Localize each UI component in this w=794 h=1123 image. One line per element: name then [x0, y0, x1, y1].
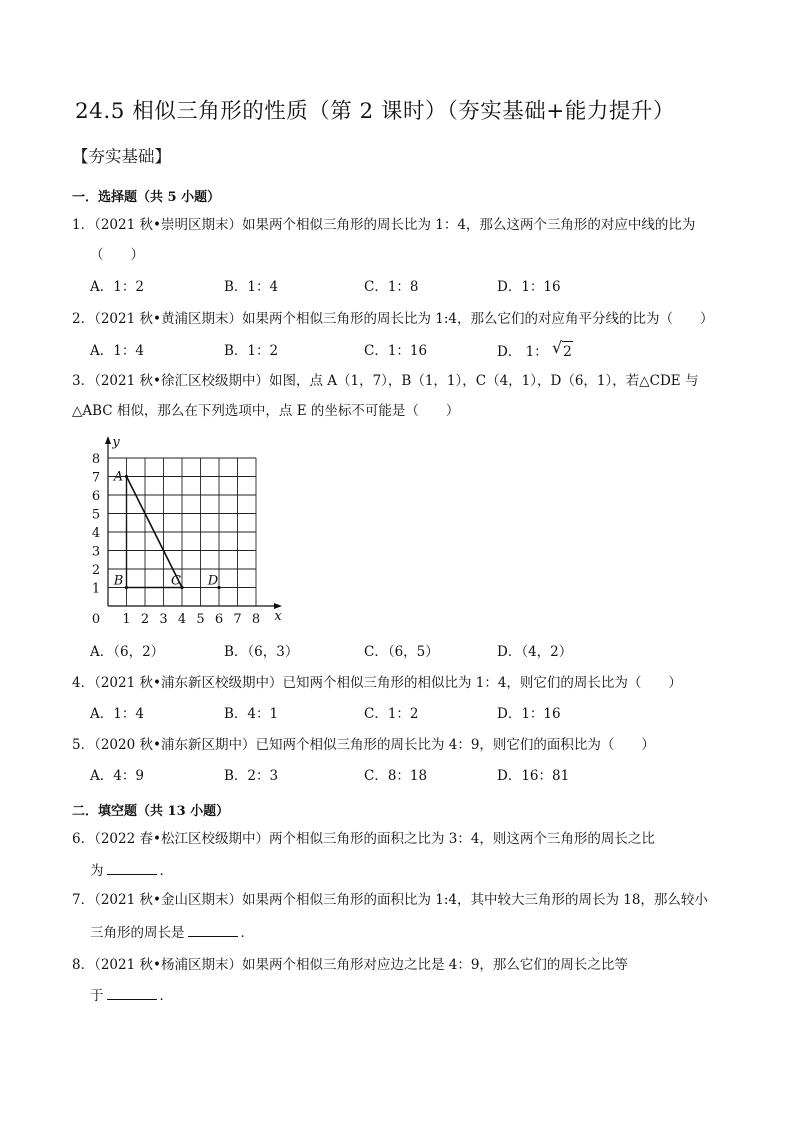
question-3-line-2: △ABC 相似，那么在下列选项中，点 E 的坐标不可能是（ ）: [72, 403, 460, 419]
question-7-prefix: 三角形的周长是: [90, 925, 185, 941]
question-8-prefix: 于: [90, 988, 104, 1004]
question-2-option-a: A．1：4: [90, 343, 144, 359]
grid-lines: [108, 458, 256, 606]
question-2-option-c: C．1：16: [364, 343, 428, 359]
x-tick-label: 3: [159, 612, 168, 627]
point-b: [125, 586, 128, 589]
question-5-option-b: B．2：3: [224, 768, 279, 784]
question-5-text: 5．（2020 秋•浦东新区期中）已知两个相似三角形的周长比为 4：9，则它们的面积比为（ ）: [72, 737, 655, 753]
question-5-option-c: C．8：18: [364, 768, 428, 784]
point-labels: [113, 470, 221, 590]
question-1-option-a: A．1：2: [90, 279, 144, 295]
question-1-option-d: D．1：16: [497, 279, 561, 295]
question-2-option-d-prefix: D．: [497, 344, 522, 360]
question-7-line-2: [90, 922, 254, 943]
page-title: 24.5 相似三角形的性质（第 2 课时）（夯实基础+能力提升）: [75, 99, 675, 124]
question-4-option-c: C．1：2: [364, 706, 419, 722]
question-2-option-b: B．1：2: [224, 343, 279, 359]
question-7-suffix: ．: [240, 925, 254, 941]
y-tick-label: 1: [91, 581, 101, 597]
y-tick-label: 2: [91, 563, 101, 578]
y-tick-label: 3: [91, 544, 101, 560]
question-4-option-b: B．4：1: [224, 706, 279, 722]
section-title-fill-in: 二．填空题（共 13 小题）: [72, 804, 230, 819]
question-8-suffix: ．: [159, 988, 173, 1004]
point-label-c: C: [171, 573, 181, 589]
question-3-line-1: 3．（2021 秋•徐汇区校级期中）如图，点 A（1，7），B（1，1），C（4，1），D（6，1），若△CDE 与: [72, 373, 699, 389]
section-heading-basics: 【夯实基础】: [72, 147, 171, 166]
x-axis-label: x: [274, 609, 282, 624]
x-tick-label: 4: [177, 612, 187, 627]
axes: [105, 436, 282, 609]
point-label-d: D: [207, 573, 219, 589]
question-2-option-d-radicand: 2: [562, 341, 573, 362]
question-2-option-d-ratio: 1：: [525, 344, 548, 360]
point-label-b: B: [113, 573, 124, 589]
point-label-a: A: [113, 469, 124, 485]
question-5-option-a: A．4：9: [90, 768, 144, 784]
answer-blank[interactable]: [188, 922, 238, 937]
question-1-text: 1．（2021 秋•崇明区期末）如果两个相似三角形的周长比为 1：4，那么这两个三角形的对应中线的比为: [72, 217, 696, 233]
y-tick-label: 6: [91, 489, 101, 504]
question-1-option-c: C．1：8: [364, 279, 419, 295]
question-5-option-d: D．16：81: [497, 768, 570, 784]
x-tick-label: 7: [233, 612, 242, 627]
question-2-option-d: [497, 338, 573, 362]
question-3-option-a: A．（6，2）: [90, 644, 165, 660]
question-1-paren: （ ）: [90, 247, 144, 263]
x-tick-label: 1: [122, 612, 131, 627]
x-tick-label: 6: [214, 612, 224, 627]
question-3-option-d: D．（4，2）: [497, 644, 573, 660]
y-tick-label: 5: [91, 507, 101, 523]
question-6-line-1: 6．（2022 春•松江区校级期中）两个相似三角形的面积之比为 3：4，则这两个三角形的周长之比: [72, 831, 655, 847]
y-tick-label: 4: [91, 526, 101, 541]
x-tick-label: 5: [196, 612, 205, 627]
origin-label: 0: [91, 612, 101, 627]
question-2-text: 2．（2021 秋•黄浦区期末）如果两个相似三角形的周长比为 1:4，那么它们的对应角平分线的比为（ ）: [72, 311, 714, 327]
x-tick-label: 8: [251, 612, 261, 627]
y-axis-label: y: [112, 435, 120, 450]
question-6-prefix: 为: [90, 863, 104, 879]
section-title-choice: 一．选择题（共 5 小题）: [72, 190, 221, 205]
question-1-option-b: B．1：4: [224, 279, 279, 295]
tick-labels: [92, 435, 282, 627]
x-tick-label: 2: [140, 612, 150, 627]
y-axis-arrow: [105, 436, 111, 444]
y-tick-label: 8: [91, 452, 101, 467]
question-7-line-1: 7．（2021 秋•金山区期末）如果两个相似三角形的面积比为 1:4，其中较大三角形的周长为 18，那么较小: [72, 892, 708, 908]
question-4-option-d: D．1：16: [497, 706, 561, 722]
question-4-text: 4．（2021 秋•浦东新区校级期中）已知两个相似三角形的相似比为 1：4，则它们的周长比为（ ）: [72, 675, 682, 691]
sqrt-symbol: √ 2: [552, 338, 572, 360]
coordinate-grid-figure: [84, 432, 294, 632]
y-tick-label: 7: [91, 470, 101, 486]
answer-blank[interactable]: [107, 860, 157, 875]
question-4-option-a: A．1：4: [90, 706, 144, 722]
question-3-option-c: C．（6，5）: [364, 644, 439, 660]
answer-blank[interactable]: [107, 985, 157, 1000]
question-8-line-1: 8．（2021 秋•杨浦区期末）如果两个相似三角形对应边之比是 4：9，那么它们的周长之比等: [72, 957, 628, 973]
question-3-option-b: B．（6，3）: [224, 644, 299, 660]
question-6-line-2: [90, 860, 173, 881]
point-a: [125, 475, 128, 478]
question-6-suffix: ．: [159, 863, 173, 879]
question-8-line-2: [90, 985, 173, 1006]
